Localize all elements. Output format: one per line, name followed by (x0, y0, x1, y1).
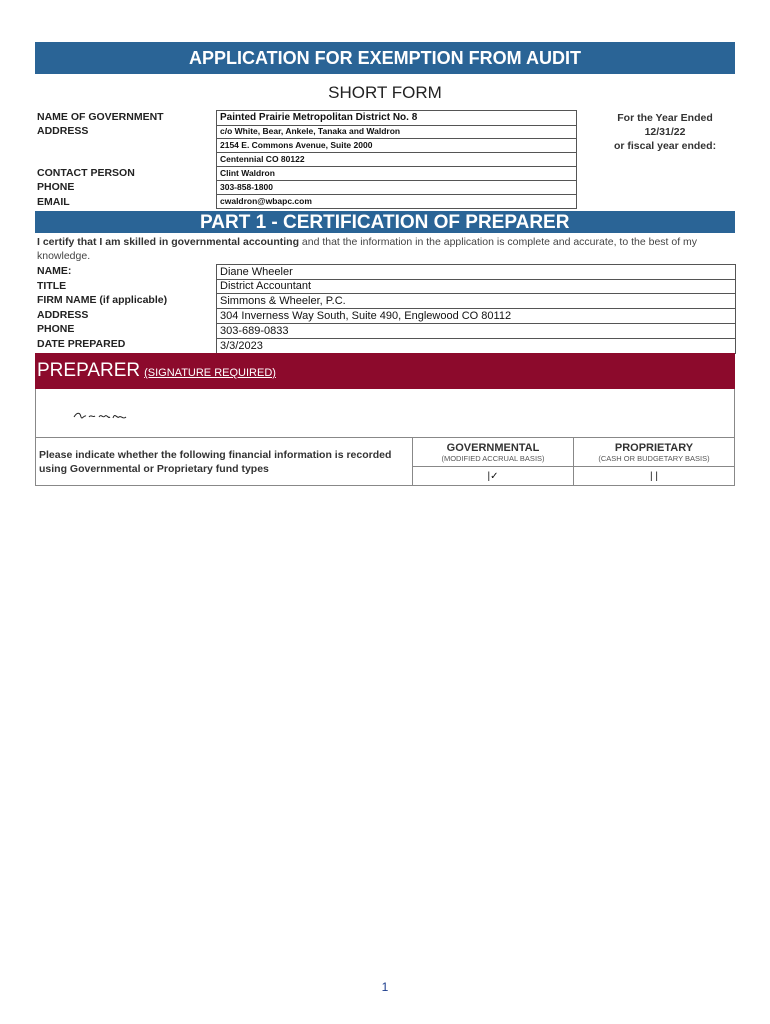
date-prepared-field[interactable]: 3/3/2023 (216, 339, 736, 354)
handwritten-signature (72, 409, 132, 423)
proprietary-header (574, 438, 735, 467)
certification-rest: and that the information in the application is complete and accurate, to the best of my knowledge. (37, 236, 698, 262)
address-label: ADDRESS (37, 125, 89, 137)
year-ended-date[interactable]: 12/31/22 (644, 126, 686, 138)
page-number: 1 (381, 980, 389, 994)
government-name-label: NAME OF GOVERNMENT (37, 111, 164, 123)
contact-person-field[interactable]: Clint Waldron (216, 167, 577, 181)
fund-type-question: Please indicate whether the following financial information is recorded using Governmental or Proprietary fund types (36, 438, 413, 486)
preparer-title: PREPARER (37, 360, 141, 381)
firm-name-label: FIRM NAME (if applicable) (37, 294, 168, 306)
preparer-heading (37, 359, 276, 385)
email-field[interactable]: cwaldron@wbapc.com (216, 195, 577, 209)
governmental-header (413, 438, 574, 467)
address-line-3[interactable]: Centennial CO 80122 (216, 153, 577, 167)
signature-required-note: (SIGNATURE REQUIRED) (144, 367, 276, 379)
fiscal-year-ended-label: or fiscal year ended: (613, 140, 717, 152)
phone-label: PHONE (37, 181, 75, 193)
form-title: APPLICATION FOR EXEMPTION FROM AUDIT (35, 42, 735, 74)
signature-field[interactable] (35, 389, 735, 437)
preparer-name-label: NAME: (37, 265, 72, 277)
governmental-basis: (MODIFIED ACCRUAL BASIS) (441, 453, 545, 463)
fund-type-table (35, 437, 735, 486)
government-name-field[interactable]: Painted Prairie Metropolitan District No. 8 (216, 110, 577, 126)
year-ended-label: For the Year Ended (617, 112, 713, 124)
email-label: EMAIL (37, 196, 70, 208)
governmental-title: GOVERNMENTAL (446, 441, 540, 454)
proprietary-checkbox[interactable]: | | (574, 467, 735, 486)
certification-statement (37, 235, 732, 263)
preparer-address-field[interactable]: 304 Inverness Way South, Suite 490, Englewood CO 80112 (216, 309, 736, 324)
governmental-checkbox[interactable]: |✓ (413, 467, 574, 486)
certification-bold: I certify that I am skilled in governmental accounting (37, 236, 299, 248)
preparer-phone-field[interactable]: 303-689-0833 (216, 324, 736, 339)
part1-title: PART 1 - CERTIFICATION OF PREPARER (200, 212, 570, 233)
preparer-name-field[interactable]: Diane Wheeler (216, 264, 736, 280)
proprietary-basis: (CASH OR BUDGETARY BASIS) (598, 453, 710, 463)
preparer-title-label: TITLE (37, 280, 67, 292)
proprietary-title: PROPRIETARY (614, 441, 694, 454)
contact-person-label: CONTACT PERSON (37, 167, 135, 179)
date-prepared-label: DATE PREPARED (37, 338, 126, 350)
address-line-1[interactable]: c/o White, Bear, Ankele, Tanaka and Waldron (216, 125, 577, 139)
address-line-2[interactable]: 2154 E. Commons Avenue, Suite 2000 (216, 139, 577, 153)
preparer-title-field[interactable]: District Accountant (216, 279, 736, 294)
firm-name-field[interactable]: Simmons & Wheeler, P.C. (216, 294, 736, 309)
phone-field[interactable]: 303-858-1800 (216, 181, 577, 195)
preparer-address-label: ADDRESS (37, 309, 89, 321)
preparer-phone-label: PHONE (37, 323, 75, 335)
form-subtitle: SHORT FORM (328, 83, 442, 102)
